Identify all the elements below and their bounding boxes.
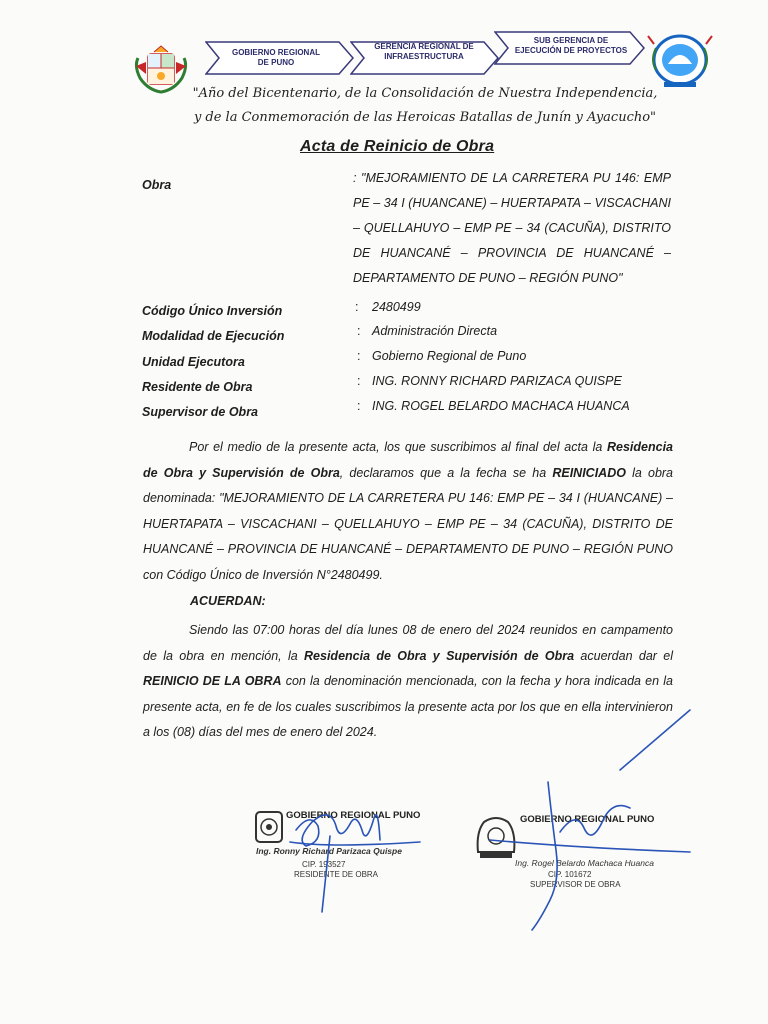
paragraph-agreement: Siendo las 07:00 horas del día lunes 08 de enero del 2024 reunidos en campamento de la obra en mención, la Residencia de Obra y Supervisión de Obra acuerdan dar el REINICIO DE LA OBRA con la denominación mencionada, con la fecha y hora indicada en la presente acta, en fe de los cuales suscribimos la presente acta por los que en ella intervinieron a los (08) días del mes de enero del 2024. (143, 623, 674, 739)
field-label: Supervisor de Obra (142, 405, 259, 419)
field-value: Gobierno Regional de Puno (372, 349, 527, 363)
field-label: Unidad Ejecutora (142, 355, 245, 369)
signer-name: Ing. Ronny Richard Parizaca Quispe (256, 846, 402, 856)
signer-cip: CIP. 101672 (548, 870, 592, 879)
field-value: Administración Directa (372, 324, 498, 338)
field-colon: : (357, 374, 361, 388)
stamp-header: GOBIERNO REGIONAL PUNO (286, 810, 421, 821)
field-colon: : (357, 399, 361, 413)
field-colon: : (357, 324, 361, 338)
obra-label: Obra (142, 178, 172, 192)
coat-of-arms-icon (134, 44, 188, 94)
page-title: Acta de Reinicio de Obra (300, 138, 495, 155)
paragraph-declaration: Por el medio de la presente acta, los que suscribimos al final del acta la Residencia de Obra y Supervisión de Obra, declaramos que a la fecha se ha REINICIADO la obra denominada: "MEJORAMIENTO DE LA CARRETERA PU 146: EMP PE – 34 I (HUANCANE) – HUERTAPATA – VISCACHANI – QUELLAHUYO – EMP PE – 34 (CACUÑA), DISTRITO DE HUANCANÉ – PROVINCIA DE HUANCANÉ – DEPARTAMENTO DE PUNO – REGIÓN PUNO con Código Único de Inversión N°2480499. (143, 440, 674, 582)
obra-value: : "MEJORAMIENTO DE LA CARRETERA PU 146: EMP PE – 34 I (HUANCANE) – HUERTAPATA – VISCACHANI – QUELLAHUYO – EMP PE – 34 (CACUÑA), DISTRITO DE HUANCANÉ – PROVINCIA DE HUANCANÉ – DEPARTAMENTO DE PUNO – REGIÓN PUNO" (353, 171, 671, 285)
field-value: 2480499 (372, 300, 421, 314)
field-colon: : (357, 349, 361, 363)
field-label: Código Único Inversión (142, 304, 283, 318)
field-label: Modalidad de Ejecución (142, 329, 285, 343)
signer-cip: CIP. 193527 (302, 860, 346, 869)
field-value: ING. RONNY RICHARD PARIZACA QUISPE (372, 374, 622, 388)
field-value: ING. ROGEL BELARDO MACHACA HUANCA (372, 399, 630, 413)
signer-name: Ing. Rogel Belardo Machaca Huanca (515, 858, 654, 868)
chevron-label-3: SUB GERENCIA DE EJECUCIÓN DE PROYECTOS (514, 36, 628, 55)
field-label: Residente de Obra (142, 380, 253, 394)
signer-role: RESIDENTE DE OBRA (294, 870, 379, 879)
stamp-emblem-icon (474, 812, 518, 862)
acuerdan-heading: ACUERDAN: (190, 594, 266, 608)
chevron-label-1: GOBIERNO REGIONAL DE PUNO (231, 48, 320, 67)
field-colon: : (355, 300, 359, 314)
chevron-label-2: GERENCIA REGIONAL DE INFRAESTRUCTURA (374, 42, 474, 61)
year-slogan: "Año del Bicentenario, de la Consolidación de Nuestra Independencia, y de la Conmemoración de las Heroicas Batallas de Junín y Ayacucho" (192, 86, 658, 125)
stamp-emblem-icon (254, 810, 284, 844)
stamp-header: GOBIERNO REGIONAL PUNO (520, 814, 655, 825)
signer-role: SUPERVISOR DE OBRA (530, 880, 621, 889)
